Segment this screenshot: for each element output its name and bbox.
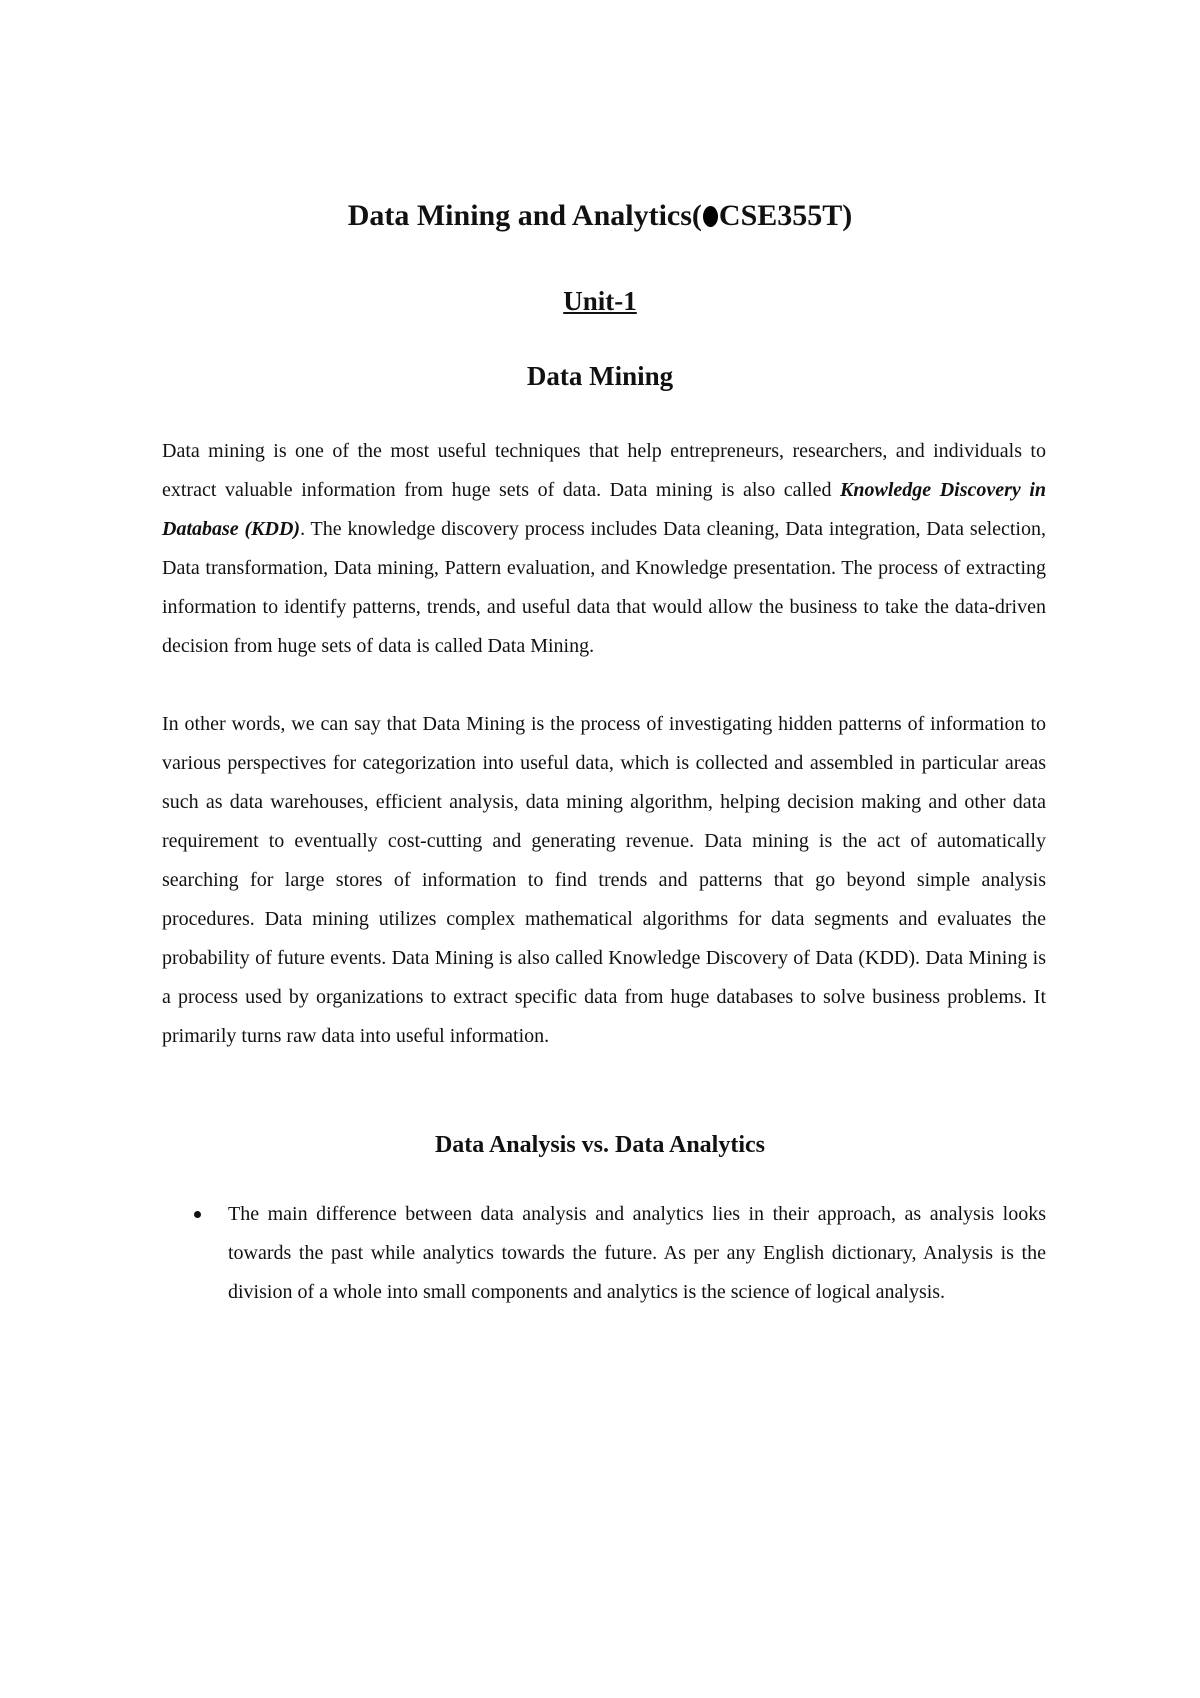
bullet-list [190,1195,1046,1312]
bullet-icon [194,1211,201,1218]
title-text-end: CSE355T) [718,199,853,232]
document-title [0,196,1200,236]
list-item-text: The main difference between data analysis and analytics lies in their approach, as analysis looks towards the past while analytics towards the future. As per any English dictionary, Analysis is the division of a whole into small components and analytics is the science of logical analysis. [228,1203,1046,1303]
paragraph-text: . The knowledge discovery process includes Data cleaning, Data integration, Data selection, Data transformation, Data mining, Pattern evaluation, and Knowledge presentation. The process of extracting information to identify patterns, trends, and useful data that would allow the business to take the data-driven decision from huge sets of data is called Data Mining. [162,518,1046,657]
paragraph-data-mining-intro [162,432,1046,666]
redaction-blot-icon [703,206,718,227]
unit-heading: Unit-1 [563,286,637,316]
title-text-start: Data Mining and Analytics( [347,199,702,232]
kdd-term: Knowledge Discovery in Database (KDD) [162,479,1046,540]
section-heading-data-mining: Data Mining [526,361,674,391]
list-item [190,1195,1046,1312]
paragraph-text: Data mining is one of the most useful techniques that help entrepreneurs, researchers, and individuals to extract valuable information from huge sets of data. Data mining is also called [162,440,1046,501]
paragraph-data-mining-detail: In other words, we can say that Data Mining is the process of investigating hidden patterns of information to various perspectives for categorization into useful data, which is collected and assembled in particular areas such as data warehouses, efficient analysis, data mining algorithm, helping decision making and other data requirement to eventually cost-cutting and generating revenue. Data mining is the act of automatically searching for large stores of information to find trends and patterns that go beyond simple analysis procedures. Data mining utilizes complex mathematical algorithms for data segments and evaluates the probability of future events. Data Mining is also called Knowledge Discovery of Data (KDD). Data Mining is a process used by organizations to extract specific data from huge databases to solve business problems. It primarily turns raw data into useful information. [162,713,1046,1047]
section-heading-analysis-vs-analytics: Data Analysis vs. Data Analytics [434,1132,766,1158]
